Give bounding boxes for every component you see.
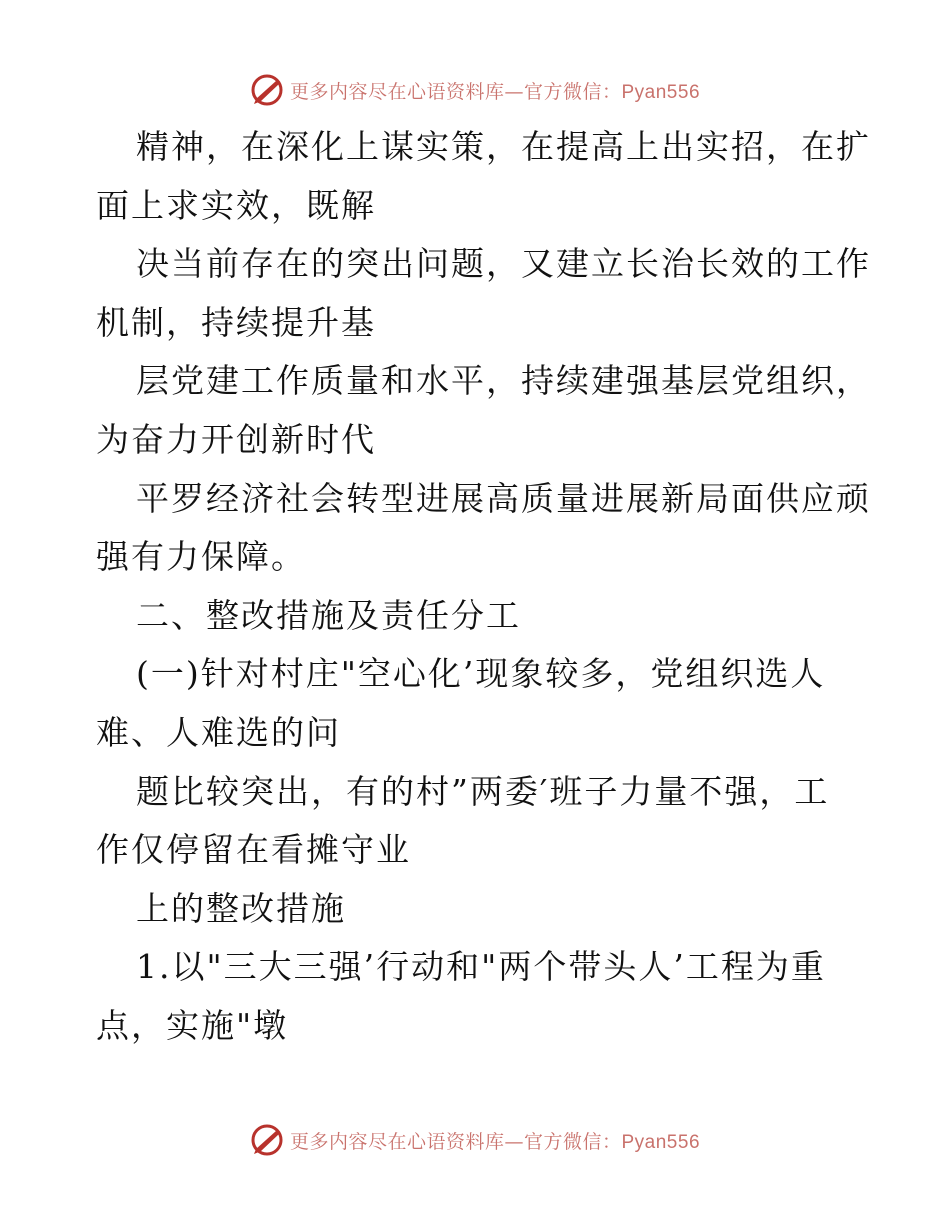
body-line: 面上求实效，既解 <box>96 185 376 225</box>
body-line: 上的整改措施 <box>136 888 346 928</box>
footer-watermark-text <box>290 1127 700 1154</box>
body-line: 点，实施"墩 <box>96 1005 289 1045</box>
body-line: 作仅停留在看摊守业 <box>96 830 411 870</box>
body-line: 难、人难选的问 <box>96 712 341 752</box>
footer-watermark <box>0 1120 950 1160</box>
body-line: 精神，在深化上谋实策，在提高上出实招，在扩 <box>136 127 871 166</box>
footer-watermark-label: 更多内容尽在心语资料库—官方微信： <box>289 1130 622 1153</box>
body-line: 平罗经济社会转型进展高质量进展新局面供应顽 <box>136 478 871 518</box>
header-watermark <box>0 70 950 110</box>
footer-watermark-handle: Pyan556 <box>621 1131 701 1153</box>
section-heading: 二、整改措施及责任分工 <box>136 595 521 635</box>
body-line: 机制，持续提升基 <box>96 302 376 342</box>
body-line: 层党建工作质量和水平，持续建强基层党组织， <box>136 361 871 401</box>
body-line: 强有力保障。 <box>96 537 306 577</box>
pen-logo-icon <box>250 73 284 107</box>
body-line: (一)针对村庄"空心化’现象较多，党组织选人 <box>136 654 826 694</box>
body-line: 为奋力开创新时代 <box>96 419 376 459</box>
pen-logo-icon <box>250 1123 284 1157</box>
body-line: 1.以"三大三强’行动和"两个带头人’工程为重 <box>136 947 826 987</box>
body-line: 决当前存在的突出问题，又建立长治长效的工作 <box>136 244 871 284</box>
header-watermark-text <box>290 77 700 104</box>
body-line: 题比较突出，有的村”两委′班子力量不强，工 <box>136 771 830 811</box>
document-body <box>96 118 871 1056</box>
header-watermark-handle: Pyan556 <box>621 81 701 103</box>
header-watermark-label: 更多内容尽在心语资料库—官方微信： <box>289 80 622 103</box>
